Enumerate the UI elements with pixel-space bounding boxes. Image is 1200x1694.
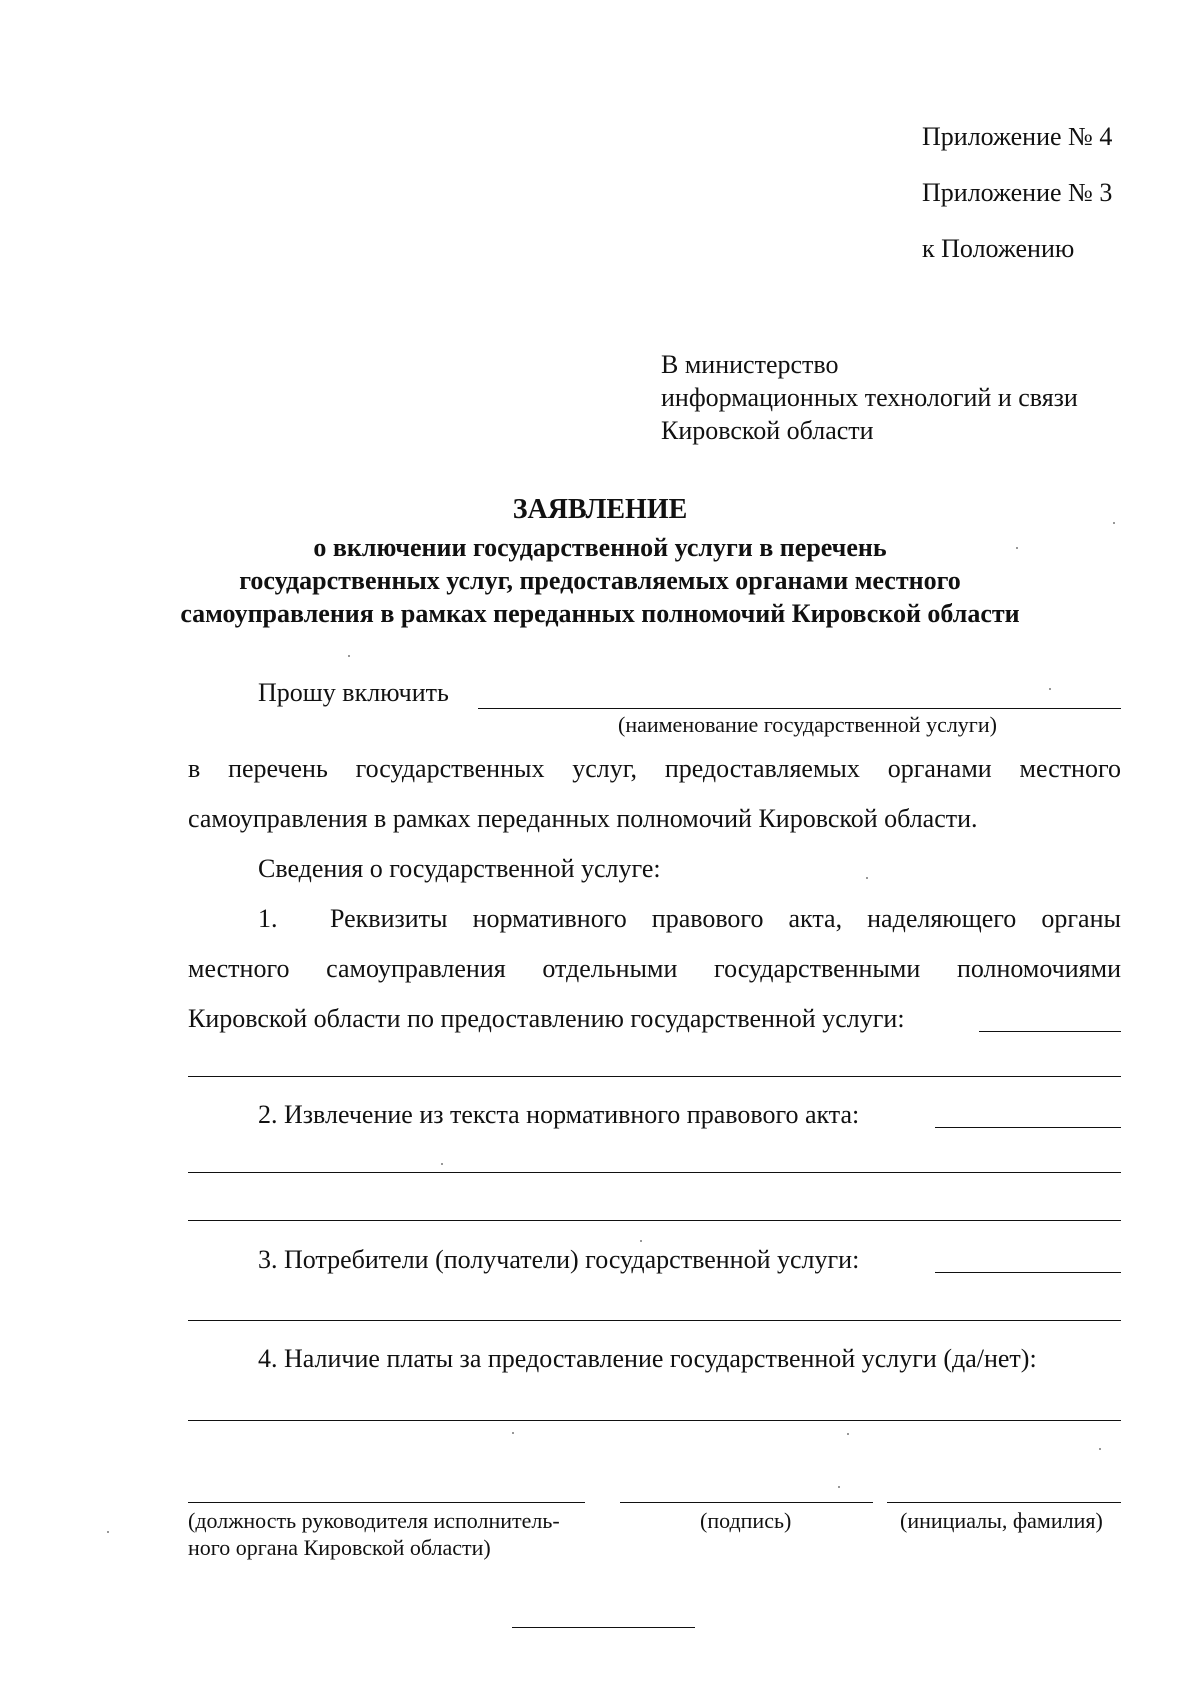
item-4-label: 4. Наличие платы за предоставление государственной услуги (да/нет): [258, 1344, 1037, 1373]
item-2-answer-line-2[interactable] [188, 1220, 1121, 1221]
addressee-line-2: информационных технологий и связи [661, 383, 1078, 412]
position-line[interactable] [188, 1502, 585, 1503]
item-1-line-2 [188, 954, 1121, 984]
item-3-fill-line[interactable] [935, 1272, 1121, 1273]
item-1-line-3: Кировской области по предоставлению государственной услуги: [188, 1004, 905, 1033]
word: полномочиями [956, 954, 1121, 983]
scan-speck [1016, 547, 1018, 549]
item-2-label: 2. Извлечение из текста нормативного правового акта: [258, 1100, 860, 1129]
item-1-fill-line[interactable] [979, 1031, 1121, 1032]
word: органы [1041, 904, 1121, 933]
title-sub-1: о включении государственной услуги в перечень [313, 533, 887, 562]
scan-speck [1113, 522, 1115, 524]
word: в [188, 754, 201, 783]
request-line-2: самоуправления в рамках переданных полномочий Кировской области. [188, 804, 978, 833]
word: Реквизиты [330, 904, 448, 933]
scan-speck [838, 1486, 840, 1488]
scan-speck [512, 1432, 514, 1434]
word: правового [651, 904, 764, 933]
word: государственных [355, 754, 545, 783]
scan-speck [866, 877, 868, 879]
signature-caption: (подпись) [700, 1508, 792, 1533]
scan-speck [107, 1531, 109, 1533]
position-caption-line-1: (должность руководителя исполнитель- [188, 1508, 560, 1533]
name-caption: (инициалы, фамилия) [900, 1508, 1103, 1533]
title-sub-2: государственных услуг, предоставляемых органами местного [239, 566, 961, 595]
scan-speck [1099, 1448, 1101, 1450]
word: услуг, [572, 754, 638, 783]
scan-speck [1049, 688, 1051, 690]
word: местного [188, 954, 290, 983]
word: предоставляемых [664, 754, 860, 783]
word: перечень [228, 754, 328, 783]
request-label: Прошу включить [258, 678, 449, 707]
request-line-1 [188, 754, 1121, 784]
word: нормативного [472, 904, 627, 933]
scan-speck [441, 1163, 443, 1165]
item-1-line-1 [330, 904, 1121, 934]
word: органами [887, 754, 992, 783]
name-line[interactable] [887, 1502, 1121, 1503]
item-3-label: 3. Потребители (получатели) государственной услуги: [258, 1245, 860, 1274]
word: наделяющего [867, 904, 1017, 933]
item-2-answer-line-1[interactable] [188, 1172, 1121, 1173]
scan-speck [640, 1240, 642, 1242]
title-main: ЗАЯВЛЕНИЕ [512, 494, 688, 525]
closing-separator [512, 1627, 695, 1628]
word: местного [1019, 754, 1121, 783]
item-4-answer-line[interactable] [188, 1420, 1121, 1421]
signature-line[interactable] [620, 1502, 873, 1503]
scan-speck [348, 655, 350, 657]
service-name-caption: (наименование государственной услуги) [618, 712, 997, 737]
appendix-3-label: Приложение № 3 [922, 178, 1113, 207]
scan-speck [847, 1433, 849, 1435]
word: государственными [714, 954, 921, 983]
info-heading: Сведения о государственной услуге: [258, 854, 661, 883]
word: акта, [788, 904, 843, 933]
to-regulation-label: к Положению [922, 234, 1075, 263]
addressee-line-3: Кировской области [661, 416, 874, 445]
title-sub-3: самоуправления в рамках переданных полномочий Кировской области [180, 599, 1020, 628]
item-3-answer-line[interactable] [188, 1320, 1121, 1321]
item-2-fill-line[interactable] [935, 1127, 1121, 1128]
service-name-line[interactable] [478, 708, 1121, 709]
word: самоуправления [326, 954, 506, 983]
position-caption-line-2: ного органа Кировской области) [188, 1535, 491, 1560]
appendix-4-label: Приложение № 4 [922, 122, 1113, 151]
addressee-line-1: В министерство [661, 350, 839, 379]
item-1-answer-line[interactable] [188, 1076, 1121, 1077]
item-1-number: 1. [258, 904, 278, 933]
word: отдельными [542, 954, 678, 983]
